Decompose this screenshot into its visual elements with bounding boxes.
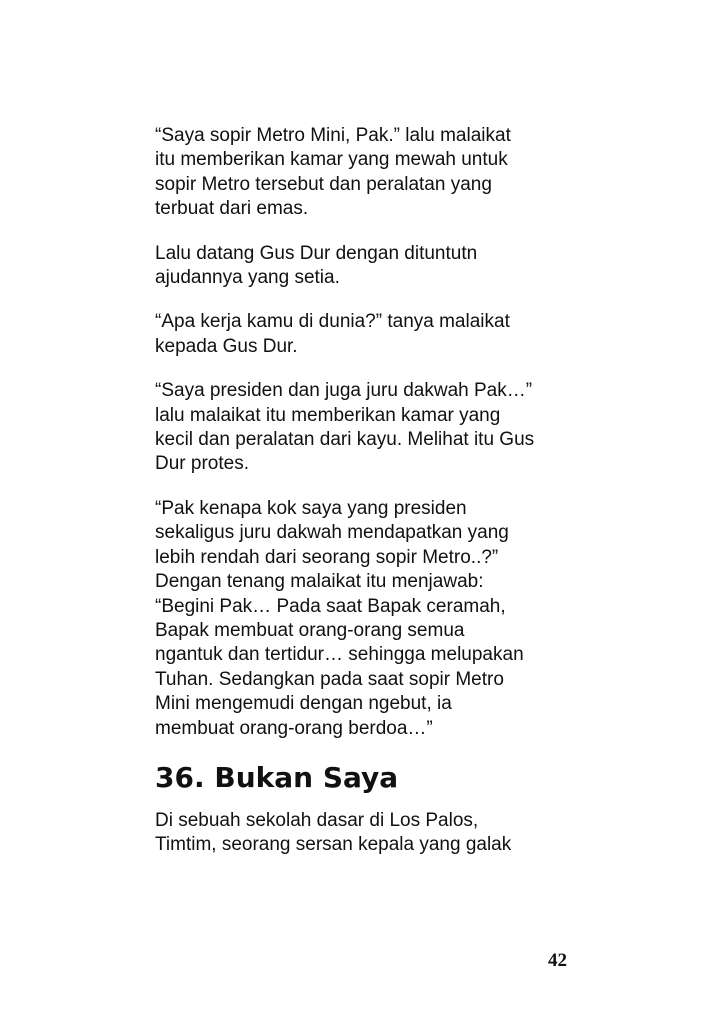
paragraph-after-heading <box>155 809 595 858</box>
paragraph-4 <box>155 379 595 477</box>
text-line: Lalu datang Gus Dur dengan dituntutn <box>155 242 478 264</box>
text-line: Bapak membuat orang-orang semua <box>155 619 465 641</box>
text-line: itu memberikan kamar yang mewah untuk <box>155 149 508 171</box>
text-line: ngantuk dan tertidur… sehingga melupakan <box>155 644 524 666</box>
paragraph-5 <box>155 497 595 741</box>
text-line: Dengan tenang malaikat itu menjawab: <box>155 571 484 593</box>
text-line: terbuat dari emas. <box>155 198 309 220</box>
text-line: sopir Metro tersebut dan peralatan yang <box>155 173 492 195</box>
text-line: sekaligus juru dakwah mendapatkan yang <box>155 522 509 544</box>
section-heading: 36. Bukan Saya <box>155 760 399 794</box>
text-line: kepada Gus Dur. <box>155 335 298 357</box>
text-line: Timtim, seorang sersan kepala yang galak <box>155 834 512 856</box>
text-line: membuat orang-orang berdoa…” <box>155 717 433 739</box>
text-line: lebih rendah dari seorang sopir Metro..?” <box>155 546 499 568</box>
page-content <box>155 124 595 878</box>
text-line: “Pak kenapa kok saya yang presiden <box>155 497 467 519</box>
text-line: Di sebuah sekolah dasar di Los Palos, <box>155 809 479 831</box>
text-line: Tuhan. Sedangkan pada saat sopir Metro <box>155 668 504 690</box>
text-line: “Begini Pak… Pada saat Bapak ceramah, <box>155 595 506 617</box>
text-line: ajudannya yang setia. <box>155 267 340 289</box>
text-line: kecil dan peralatan dari kayu. Melihat itu Gus <box>155 429 535 451</box>
paragraph-2 <box>155 242 595 291</box>
page-number: 42 <box>548 950 567 971</box>
text-line: “Apa kerja kamu di dunia?” tanya malaikat <box>155 311 510 333</box>
text-line: “Saya presiden dan juga juru dakwah Pak…” <box>155 380 533 402</box>
text-line: Mini mengemudi dengan ngebut, ia <box>155 693 452 715</box>
paragraph-3 <box>155 310 595 359</box>
text-line: “Saya sopir Metro Mini, Pak.” lalu malaikat <box>155 125 511 146</box>
paragraph-1 <box>155 124 595 222</box>
text-line: Dur protes. <box>155 453 249 475</box>
text-line: lalu malaikat itu memberikan kamar yang <box>155 404 501 426</box>
